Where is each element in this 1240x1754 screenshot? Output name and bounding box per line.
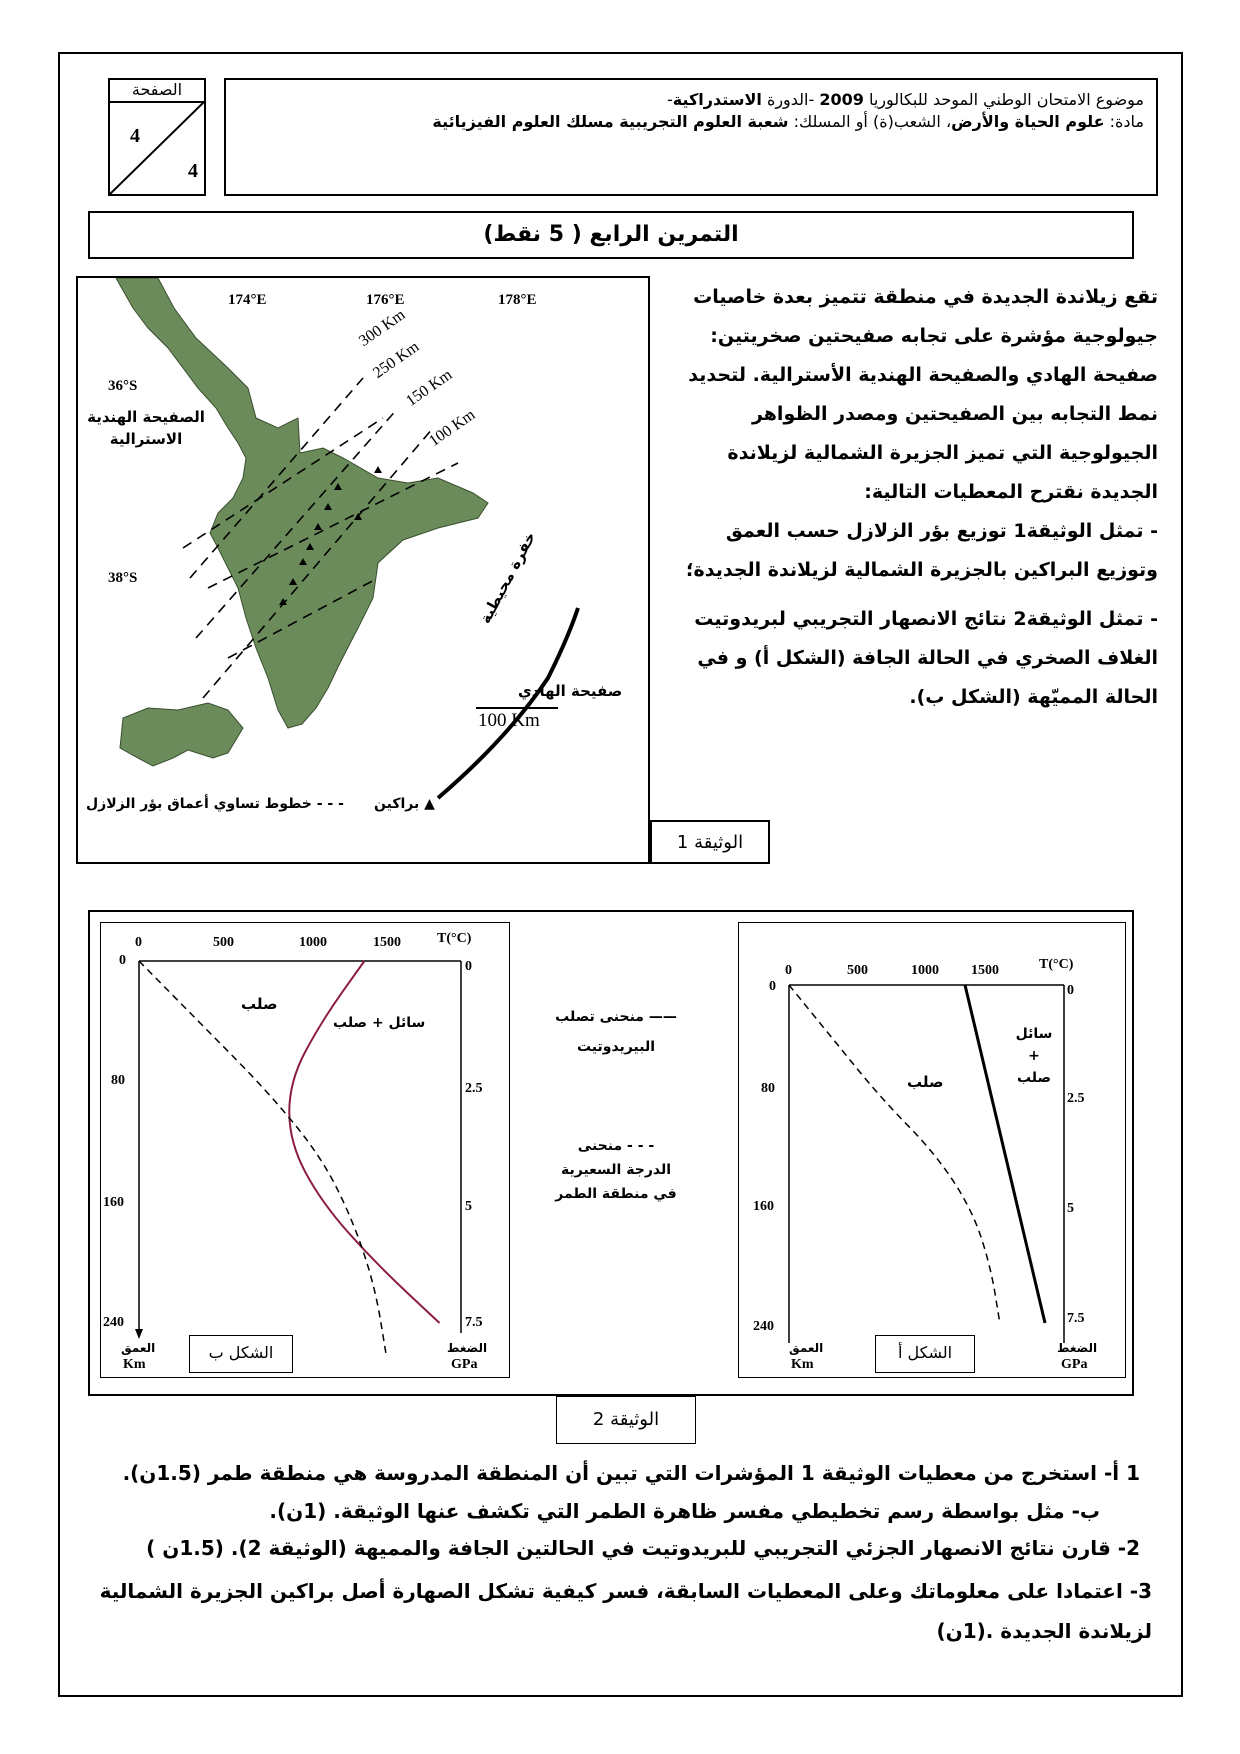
south-island-land xyxy=(120,703,243,766)
figure-a-label: الشكل أ xyxy=(897,1343,953,1362)
figure-b-temp-unit: T(°C) xyxy=(437,931,472,946)
figure-b-temp-tick-0: 0 xyxy=(135,935,142,950)
depth-label-250: 250 Km xyxy=(370,338,423,382)
exam-title-suffix: - xyxy=(666,90,673,109)
legend-dash-icon: - - - xyxy=(316,796,344,812)
document-1-label: الوثيقة 1 xyxy=(676,832,744,853)
subject-name: علوم الحياة والأرض xyxy=(951,112,1105,131)
legend-volcanoes-text: براكين xyxy=(374,796,420,812)
figure-a-liquid-text: سائل xyxy=(1015,1026,1053,1042)
figure-a-depth-160: 160 xyxy=(753,1199,774,1214)
question-1a: 1 أ- استخرج من معطيات الوثيقة 1 المؤشرات التي تبين أن المنطقة المدروسة هي منطقة طمر (1.5ن). xyxy=(122,1461,1140,1485)
figure-a-temp-unit: T(°C) xyxy=(1039,957,1074,972)
figure-a-solid-label: صلب xyxy=(907,1073,944,1091)
figure-b-pressure-5: 5 xyxy=(465,1199,472,1214)
legend-geotherm-text-3: في منطقة الطمر xyxy=(555,1186,677,1202)
figure-a-geotherm-curve xyxy=(789,985,1000,1323)
document-2-label-box xyxy=(556,1396,696,1444)
figure-b-pressure-axis-label: الضغط xyxy=(447,1341,488,1355)
scale-label: 100 Km xyxy=(478,710,540,731)
figure-b-pressure-2.5: 2.5 xyxy=(465,1081,483,1096)
figure-a-pressure-unit: GPa xyxy=(1061,1357,1088,1372)
exercise-intro xyxy=(680,278,1158,717)
depth-label-100: 100 Km xyxy=(426,406,479,450)
exam-session-prefix: -الدورة xyxy=(761,90,820,109)
subject-prefix: مادة: xyxy=(1104,112,1144,131)
legend-dashed-line-icon: - - - xyxy=(627,1138,655,1154)
figure-b-liquid-solid-label: سائل + صلب xyxy=(333,1015,426,1031)
intro-paragraph-2: - تمثل الوثيقة1 توزيع بؤر الزلازل حسب العمق وتوزيع البراكين بالجزيرة الشمالية لزيلاندة الجديدة؛ xyxy=(685,520,1158,581)
figure-b-depth-240: 240 xyxy=(103,1315,124,1330)
legend-geotherm-text-2: الدرجة السعيرية xyxy=(560,1162,672,1178)
figure-b-label: الشكل ب xyxy=(208,1343,274,1362)
figure-a-liquid-solid-label xyxy=(1009,1023,1059,1089)
lat-label-38: 38°S xyxy=(108,570,138,586)
figure-a-depth-0: 0 xyxy=(769,979,776,994)
figure-b-pressure-7.5: 7.5 xyxy=(465,1315,483,1330)
page-total: 4 xyxy=(188,160,198,182)
legend-solidus-line1 xyxy=(536,1002,696,1032)
lon-label-174: 174°E xyxy=(228,292,267,308)
exam-title-text: موضوع الامتحان الوطني الموحد للبكالوريا xyxy=(863,90,1144,109)
lon-label-176: 176°E xyxy=(366,292,405,308)
legend-solidus-text-2: البيريدوتيت xyxy=(576,1039,656,1055)
figure-b-temp-tick-500: 500 xyxy=(213,935,234,950)
page-number-box xyxy=(108,78,206,196)
legend-isodepth-text: خطوط تساوي أعماق بؤر الزلازل xyxy=(86,796,312,812)
document-2 xyxy=(88,910,1134,1396)
exam-session: الاستدراكية xyxy=(672,90,762,109)
document-1-label-box xyxy=(650,820,770,864)
question-1b: ب- مثل بواسطة رسم تخطيطي مفسر ظاهرة الطمر التي تكشف عنها الوثيقة. (1ن). xyxy=(269,1499,1100,1523)
legend-geotherm-text: منحنى xyxy=(577,1138,623,1154)
figure-a-chart xyxy=(739,923,1123,1375)
figure-a-pressure-2.5: 2.5 xyxy=(1067,1091,1085,1106)
figure-a-solid-text: صلب xyxy=(1016,1070,1052,1086)
legend-solid-line-icon: —— xyxy=(648,1009,677,1025)
figure-a-depth-axis-label: العمق xyxy=(789,1341,824,1355)
legend-solidus-text: منحنى تصلب xyxy=(555,1009,644,1025)
legend-volcanoes xyxy=(374,796,435,812)
figure-a-plus-text: + xyxy=(1028,1048,1040,1064)
streams-prefix: ، الشعب(ة) أو المسلك: xyxy=(788,112,952,131)
indo-australian-plate-label: الصفيحة الهندية الاسترالية xyxy=(87,408,205,448)
intro-paragraph-1: تقع زيلاندة الجديدة في منطقة تتميز بعدة خاصيات جيولوجية مؤشرة على تجابه صفيحتين صخريتين: صفيحة الهادي والصفيحة الهندية الأسترالية. لتحديد نمط التجابه بين الصفيحتين ومصدر الظواهر الجيولوجية التي تميز الجزيرة الشمالية لزيلاندة الجديدة نقترح المعطيات التالية: xyxy=(688,286,1158,503)
figure-a-pressure-7.5: 7.5 xyxy=(1067,1311,1085,1326)
exam-header xyxy=(224,78,1158,196)
streams-name: شعبة العلوم التجريبية مسلك العلوم الفيزيائية xyxy=(432,112,789,131)
figure-a-depth-unit: Km xyxy=(791,1357,814,1372)
figure-b-temp-tick-1000: 1000 xyxy=(299,935,327,950)
legend-isodepth xyxy=(86,796,344,812)
volcano-icon xyxy=(374,466,382,473)
figure-b-depth-0: 0 xyxy=(119,953,126,968)
question-2: 2- قارن نتائج الانصهار الجزئي التجريبي للبريدوتيت في الحالتين الجافة والمميهة (الوثيقة 2). (1.5ن ) xyxy=(146,1536,1140,1560)
figure-b-solid-label: صلب xyxy=(241,995,278,1013)
page-label: الصفحة xyxy=(131,80,183,99)
figure-a-temp-tick-500: 500 xyxy=(847,963,868,978)
question-3: 3- اعتمادا على معلوماتك وعلى المعطيات السابقة، فسر كيفية تشكل الصهارة أصل براكين الجزيرة الشمالية لزيلاندة الجديدة .(1ن) xyxy=(99,1579,1152,1643)
legend-geotherm-line1 xyxy=(536,1134,696,1158)
depth-label-300: 300 Km xyxy=(356,306,409,350)
figure-b-pressure-0: 0 xyxy=(465,959,472,974)
figure-a-pressure-0: 0 xyxy=(1067,983,1074,998)
figure-a-temp-tick-0: 0 xyxy=(785,963,792,978)
figure-b-pressure-unit: GPa xyxy=(451,1357,478,1372)
figure-a-temp-tick-1500: 1500 xyxy=(971,963,999,978)
figure-a-pressure-axis-label: الضغط xyxy=(1057,1341,1098,1355)
exercise-title: التمرين الرابع ( 5 نقط) xyxy=(483,222,739,247)
figure-b-depth-axis-label: العمق xyxy=(121,1341,156,1355)
figure-b-depth-arrow xyxy=(135,1329,143,1339)
legend-solidus xyxy=(536,1002,696,1062)
volcano-icon: ▲ xyxy=(424,796,435,812)
figure-b-label-box xyxy=(189,1335,293,1373)
figure-a-pressure-5: 5 xyxy=(1067,1201,1074,1216)
lat-label-36: 36°S xyxy=(108,378,138,394)
page-number: 4 xyxy=(130,125,140,147)
figure-a-temp-tick-1000: 1000 xyxy=(911,963,939,978)
pacific-plate-label: صفيحة الهادي xyxy=(518,682,623,700)
figure-b-chart xyxy=(101,923,507,1375)
map-figure xyxy=(78,278,648,862)
trench-line xyxy=(438,608,578,798)
intro-paragraph-3: - تمثل الوثيقة2 نتائج الانصهار التجريبي لبريدوتيت الغلاف الصخري في الحالة الجافة (الشكل أ) و في الحالة المميّهة (الشكل ب). xyxy=(694,608,1158,708)
document-2-label: الوثيقة 2 xyxy=(592,1409,660,1430)
figure-a-frame xyxy=(738,922,1126,1378)
north-island-land xyxy=(116,278,488,728)
figure-a-depth-240: 240 xyxy=(753,1319,774,1334)
exam-year: 2009 xyxy=(819,90,864,109)
lon-label-178: 178°E xyxy=(498,292,537,308)
figure-a-label-box xyxy=(875,1335,975,1373)
exam-subject-line xyxy=(432,112,1144,131)
exam-title-line xyxy=(667,90,1144,109)
figure-b-depth-160: 160 xyxy=(103,1195,124,1210)
trench-label: خفرة محيطية xyxy=(476,528,540,627)
figure-b-frame xyxy=(100,922,510,1378)
figure-b-temp-tick-1500: 1500 xyxy=(373,935,401,950)
depth-label-150: 150 Km xyxy=(403,366,456,410)
figure-b-depth-80: 80 xyxy=(111,1073,125,1088)
document-1-map xyxy=(76,276,650,864)
legend-geotherm xyxy=(536,1134,696,1206)
figure-a-depth-80: 80 xyxy=(761,1081,775,1096)
exercise-title-box xyxy=(88,211,1134,259)
figure-b-depth-unit: Km xyxy=(123,1357,146,1372)
